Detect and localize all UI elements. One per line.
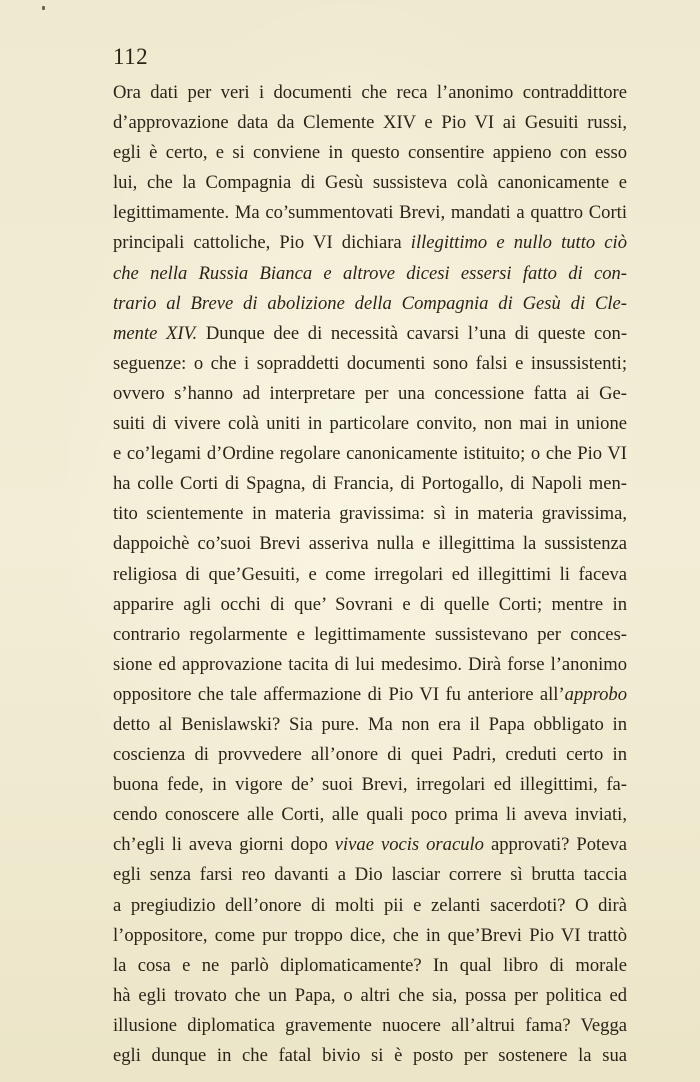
- text-line: [113, 830, 627, 860]
- text-line: [113, 710, 627, 740]
- text-line: [113, 168, 627, 198]
- text-line: [113, 1041, 627, 1071]
- italic-text: approbo: [564, 683, 627, 705]
- text-line: [113, 1011, 627, 1041]
- text-run: apparire agli occhi di que’ Sovrani e di quelle Corti; mentre in: [113, 593, 627, 615]
- text-line: [113, 800, 627, 830]
- text-run: ha colle Corti di Spagna, di Francia, di Portogallo, di Napoli men-: [113, 473, 627, 495]
- text-run: oppositore che tale affermazione di Pio VI fu anteriore all’: [113, 683, 565, 705]
- text-run: detto al Benislawski? Sia pure. Ma non era il Papa obbligato in: [113, 713, 627, 735]
- text-run: illusione diplomatica gravemente nuocere all’altrui fama? Vegga: [113, 1014, 627, 1036]
- text-run: l’oppositore, come pur troppo dice, che in que’Brevi Pio VI trattò: [113, 924, 627, 946]
- italic-text: illegittimo e nullo tutto ciò: [410, 232, 628, 254]
- text-run: lui, che la Compagnia di Gesù sussisteva colà canonicamente e: [113, 172, 627, 194]
- text-line: [113, 469, 627, 499]
- body-text: [113, 78, 627, 1071]
- text-line: [113, 680, 627, 710]
- text-run: buona fede, in vigore de’ suoi Brevi, irregolari ed illegittimi, fa-: [113, 774, 627, 796]
- text-line: [113, 740, 627, 770]
- text-line: [113, 981, 627, 1011]
- text-run: seguenze: o che i sopraddetti documenti sono falsi e insussistenti;: [113, 352, 627, 374]
- text-line: [113, 138, 627, 168]
- text-run: religiosa di que’Gesuiti, e come irregolari ed illegittimi li faceva: [113, 563, 627, 585]
- text-line: [113, 409, 627, 439]
- text-run: Dunque dee di necessità cavarsi l’una di queste con-: [197, 322, 628, 344]
- text-line: [113, 650, 627, 680]
- text-run: tito scientemente in materia gravissima: sì in materia gravissima,: [113, 503, 627, 525]
- italic-text: mente XIV.: [113, 322, 198, 344]
- text-run: a pregiudizio dell’onore di molti pii e zelanti sacerdoti? O dirà: [113, 894, 627, 916]
- text-run: egli senza farsi reo davanti a Dio lasciar correre sì brutta taccia: [113, 864, 627, 886]
- text-run: suiti di vivere colà uniti in particolare convito, non mai in unione: [113, 413, 627, 435]
- text-run: legittimamente. Ma co’summentovati Brevi, mandati a quattro Corti: [113, 202, 627, 224]
- text-run: contrario regolarmente e legittimamente sussistevano per conces-: [113, 623, 627, 645]
- italic-text: vivae vocis oraculo: [334, 834, 484, 856]
- text-line: [113, 590, 627, 620]
- text-line: [113, 860, 627, 890]
- text-run: approvati? Poteva: [483, 834, 627, 856]
- text-line: [113, 620, 627, 650]
- text-line: [113, 891, 627, 921]
- text-line: [113, 259, 627, 289]
- text-line: [113, 228, 627, 258]
- italic-text: trario al Breve di abolizione della Compagnia di Gesù di Cle-: [113, 292, 627, 314]
- text-run: d’approvazione data da Clemente XIV e Pio VI ai Gesuiti russi,: [113, 112, 627, 134]
- text-line: [113, 108, 627, 138]
- print-speck: [42, 6, 45, 10]
- text-line: [113, 349, 627, 379]
- text-run: cendo conoscere alle Corti, alle quali poco prima li aveva inviati,: [113, 804, 627, 826]
- text-line: [113, 560, 627, 590]
- text-run: hà egli trovato che un Papa, o altri che sia, possa per politica ed: [113, 984, 627, 1006]
- text-line: [113, 198, 627, 228]
- page-number: 112: [113, 44, 149, 69]
- text-run: e co’legami d’Ordine regolare canonicamente istituito; o che Pio VI: [113, 443, 627, 465]
- text-line: [113, 439, 627, 469]
- text-run: ch’egli li aveva giorni dopo: [113, 834, 335, 856]
- text-run: dappoichè co’suoi Brevi asseriva nulla e illegittima la sussistenza: [113, 533, 627, 555]
- text-run: Ora dati per veri i documenti che reca l’anonimo contraddittore: [113, 82, 627, 103]
- text-run: egli dunque in che fatal bivio si è posto per sostenere la sua: [113, 1045, 627, 1066]
- text-run: la cosa e ne parlò diplomaticamente? In qual libro di morale: [113, 954, 627, 976]
- text-line: [113, 379, 627, 409]
- text-run: coscienza di provvedere all’onore di quei Padri, creduti certo in: [113, 744, 627, 766]
- text-line: [113, 289, 627, 319]
- text-run: sione ed approvazione tacita di lui medesimo. Dirà forse l’anonimo: [113, 653, 627, 675]
- text-run: egli è certo, e si conviene in questo consentire appieno con esso: [113, 142, 627, 164]
- text-line: [113, 529, 627, 559]
- text-run: ovvero s’hanno ad interpretare per una concessione fatta ai Ge-: [113, 382, 627, 404]
- text-line: [113, 499, 627, 529]
- text-run: principali cattoliche, Pio VI dichiara: [113, 232, 411, 254]
- text-line: [113, 319, 627, 349]
- text-line: [113, 78, 627, 108]
- text-line: [113, 921, 627, 951]
- text-line: [113, 770, 627, 800]
- italic-text: che nella Russia Bianca e altrove dicesi essersi fatto di con-: [113, 262, 627, 284]
- text-line: [113, 951, 627, 981]
